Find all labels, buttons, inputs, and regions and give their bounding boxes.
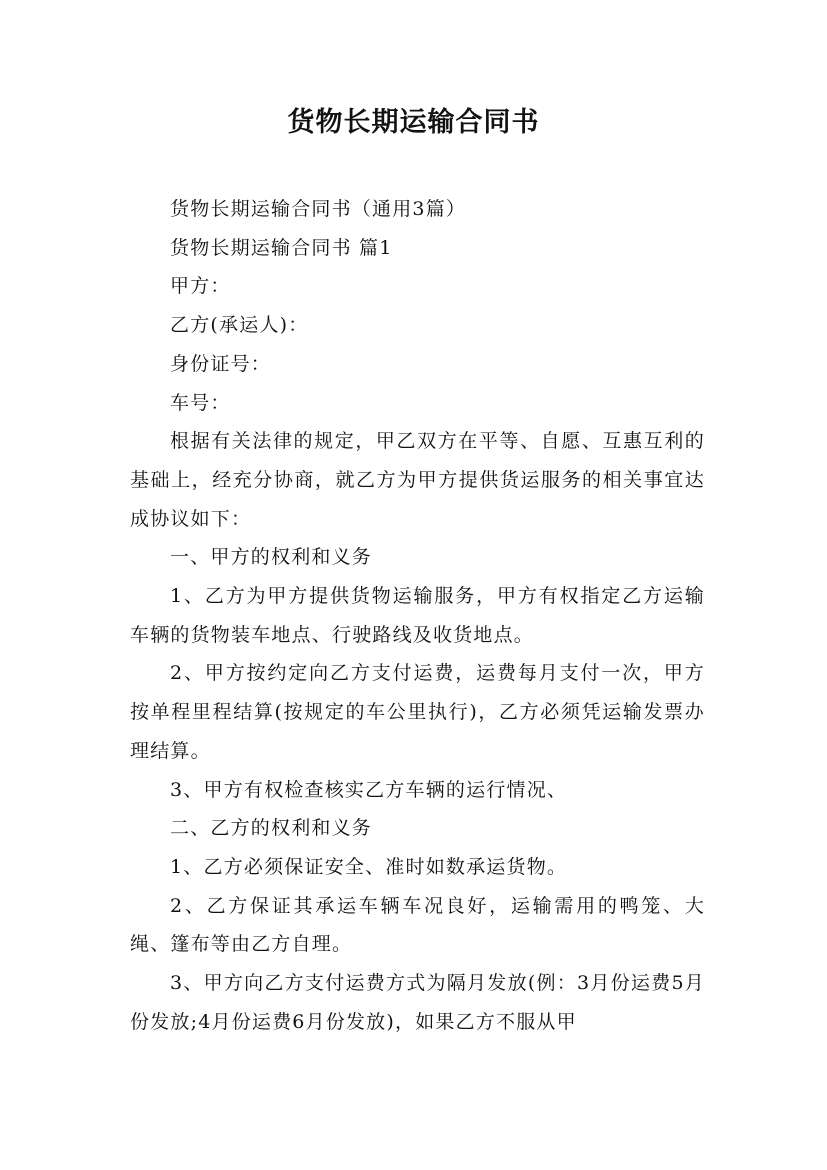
paragraph-party-a-clause-3: 3、甲方有权检查核实乙方车辆的运行情况、 <box>170 778 568 801</box>
paragraph-preamble: 根据有关法律的规定，甲乙双方在平等、自愿、互惠互利的基础上，经充分协商，就乙方为甲方提供货运服务的相关事宜达成协议如下： <box>130 430 705 530</box>
section-heading-party-b-rights: 二、乙方的权利和义务 <box>170 817 373 840</box>
paragraph-heading-collection: 货物长期运输合同书（通用3篇） <box>170 198 467 220</box>
document-title: 货物长期运输合同书 <box>287 107 540 138</box>
paragraph-vehicle-number: 车号： <box>170 391 231 414</box>
paragraph-party-b-clause-3: 3、甲方向乙方支付运费方式为隔月发放(例：3月份运费5月份发放;4月份运费6月份发放)，如果乙方不服从甲 <box>130 972 705 1033</box>
paragraph-id-number: 身份证号： <box>170 352 272 375</box>
paragraph-party-b: 乙方(承运人)： <box>170 314 309 337</box>
paragraph-party-a: 甲方： <box>170 275 231 298</box>
paragraph-party-a-clause-1: 1、乙方为甲方提供货物运输服务，甲方有权指定乙方运输车辆的货物装车地点、行驶路线及收货地点。 <box>130 585 705 646</box>
section-heading-party-a-rights: 一、甲方的权利和义务 <box>170 546 373 569</box>
document-body <box>130 190 705 1041</box>
paragraph-party-a-clause-2: 2、甲方按约定向乙方支付运费，运费每月支付一次，甲方按单程里程结算(按规定的车公里执行)，乙方必须凭运输发票办理结算。 <box>130 662 705 762</box>
paragraph-heading-part-1: 货物长期运输合同书 篇1 <box>170 236 393 259</box>
paragraph-party-b-clause-2: 2、乙方保证其承运车辆车况良好，运输需用的鸭笼、大绳、篷布等由乙方自理。 <box>130 894 705 956</box>
paragraph-party-b-clause-1: 1、乙方必须保证安全、准时如数承运货物。 <box>170 855 568 878</box>
